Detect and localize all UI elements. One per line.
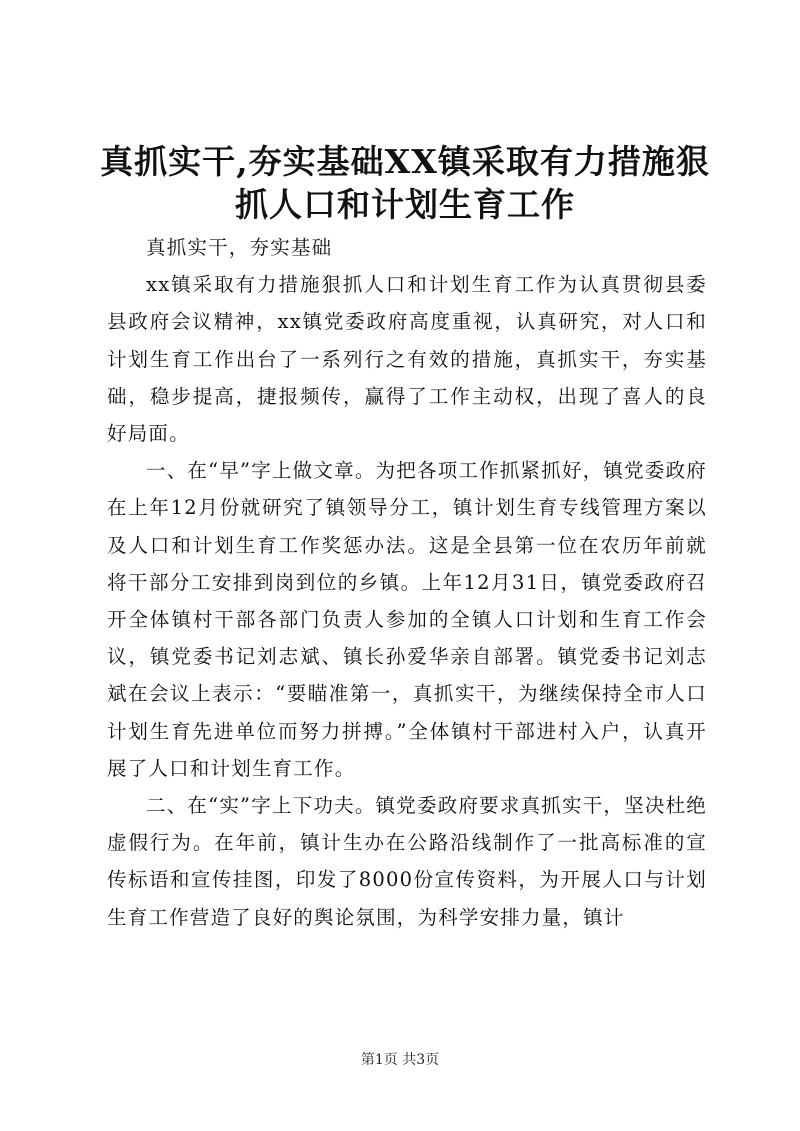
paragraph-section-one: 一、在“早”字上做文章。为把各项工作抓紧抓好，镇党委政府在上年12月份就研究了镇领导分工，镇计划生育专线管理方案以及人口和计划生育工作奖惩办法。这是全县第一位在农历年前就将干部分工安排到岗到位的乡镇。上年12月31日，镇党委政府召开全体镇村干部各部门负责人参加的全镇人口计划和生育工作会议，镇党委书记刘志斌、镇长孙爱华亲自部署。镇党委书记刘志斌在会议上表示：“要瞄准第一，真抓实干，为继续保持全市人口计划生育先进单位而努力拼搏。”全体镇村干部进村入户，认真开展了人口和计划生育工作。 (107, 459, 707, 780)
page-footer: 第1页 共3页 (360, 1052, 440, 1068)
paragraph-intro: xx镇采取有力措施狠抓人口和计划生育工作为认真贯彻县委县政府会议精神，xx镇党委政府高度重视，认真研究，对人口和计划生育工作出台了一系列行之有效的措施，真抓实干，夯实基础，稳步提高，捷报频传，赢得了工作主动权，出现了喜人的良好局面。 (107, 273, 707, 446)
document-body (107, 229, 707, 936)
paragraph-subtitle: 真抓实干，夯实基础 (146, 236, 333, 259)
paragraph-section-two: 二、在“实”字上下功夫。镇党委政府要求真抓实干，坚决杜绝虚假行为。在年前，镇计生办在公路沿线制作了一批高标准的宣传标语和宣传挂图，印发了8000份宣传资料，为开展人口与计划生育工作营造了良好的舆论氛围，为科学安排力量，镇计 (107, 794, 707, 929)
document-title: 真抓实干,夯实基础XX镇采取有力措施狠抓人口和计划生育工作 (100, 142, 710, 224)
